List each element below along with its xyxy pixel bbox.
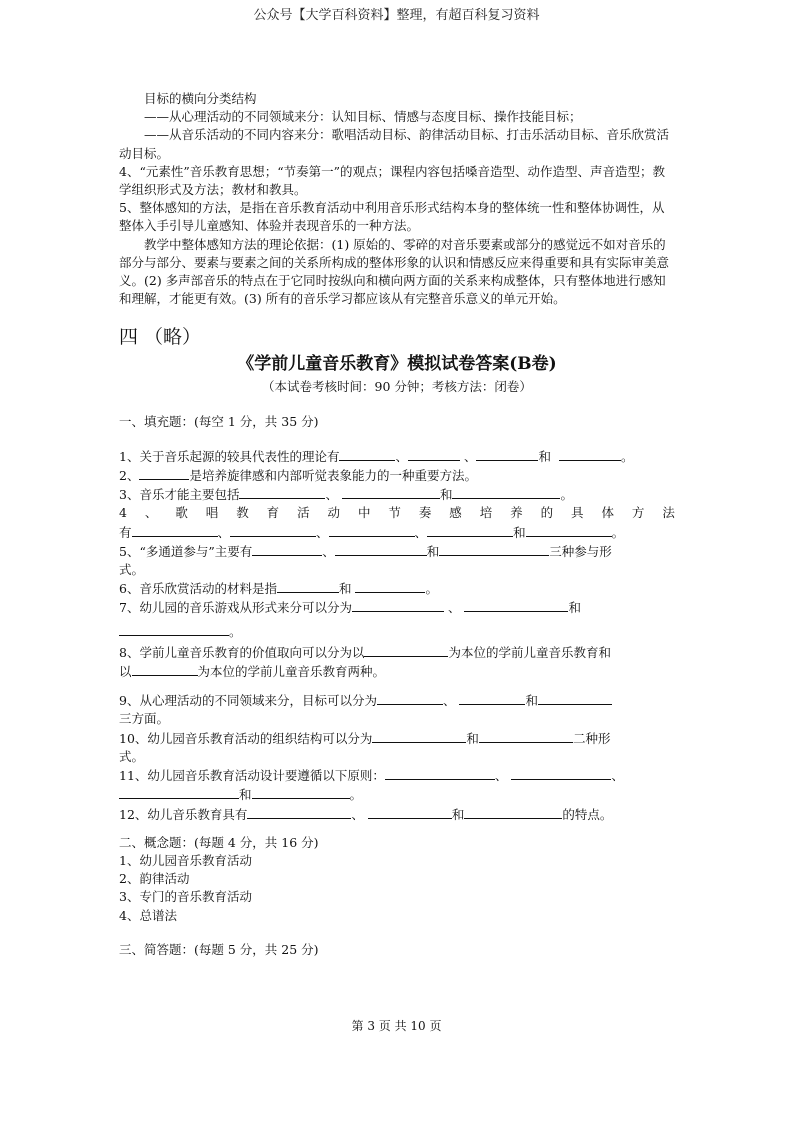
blank[interactable] [139, 466, 189, 480]
concept-item: 1、幼儿园音乐教育活动 [119, 852, 252, 868]
blank[interactable] [385, 766, 495, 780]
theory-paragraph: 教学中整体感知方法的理论依据：(1) 原始的、零碎的对音乐要素或部分的感觉远不如对音乐的部分与部分、要素与要素之间的关系所构成的整体形象的认识和情感反应来得重要和具有实际审美意义。(2) 多声部音乐的特点在于它同时按纵向和横向两方面的关系来构成整体，只有整体地进行感知和理解，才能更有效。(3) 所有的音乐学习都应该从有完整音乐意义的单元开始。 [119, 236, 670, 307]
question-1: 1、关于音乐起源的较具代表性的理论有 、 、 和 。 [119, 448, 634, 464]
question-3: 3、音乐才能主要包括 、 和 。 [119, 487, 573, 503]
blank[interactable] [459, 691, 525, 705]
blank[interactable] [339, 447, 395, 461]
answer-item-5: 5、整体感知的方法，是指在音乐教育活动中利用音乐形式结构本身的整体统一性和整体协调性，从整体入手引导儿童感知、体验并表现音乐的一种方法。 [119, 200, 665, 234]
blank[interactable] [132, 523, 218, 537]
blank[interactable] [464, 805, 562, 819]
blank[interactable] [559, 447, 621, 461]
exam-title: 《学前儿童音乐教育》模拟试卷答案(B卷) [237, 354, 557, 375]
blank[interactable] [342, 485, 440, 499]
answer-item-4: 4、“元素性”音乐教育思想；“节奏第一”的观点；课程内容包括嗓音造型、动作造型、声音造型；教学组织形式及方法；教材和教具。 [119, 163, 666, 198]
structure-line-2: ——从音乐活动的不同内容来分：歌唱活动目标、韵律活动目标、打击乐活动目标、音乐欣赏活动目标。 [119, 127, 670, 161]
concept-item: 2、韵律活动 [119, 871, 190, 887]
page-footer: 第 3 页 共 10 页 [351, 1019, 442, 1033]
blank[interactable] [538, 691, 612, 705]
exam-subtitle: （本试卷考核时间：90 分钟；考核方法：闭卷） [262, 379, 532, 395]
question-5: 5、“多通道参与”主要有 、 和 三种参与形 [119, 543, 612, 559]
question-7-cont: 。 [119, 622, 675, 641]
section-four: 四 （略） [119, 326, 202, 349]
question-9: 9、从心理活动的不同领域来分，目标可以分为 、 和 [119, 691, 675, 710]
blank[interactable] [427, 523, 513, 537]
blank[interactable] [119, 785, 239, 799]
question-2: 2、 是培养旋律感和内部听觉表象能力的一种重要方法。 [119, 468, 477, 484]
structure-title: 目标的横向分类结构 [144, 91, 257, 106]
question-10: 10、幼儿园音乐教育活动的组织结构可以分为 和 二种形 [119, 730, 611, 746]
blank[interactable] [372, 729, 466, 743]
blank[interactable] [132, 662, 198, 676]
blank[interactable] [479, 729, 573, 743]
blank[interactable] [239, 485, 325, 499]
question-4-line-1: 4 、 歌 唱 教 育 活 动 中 节 奏 感 培 养 的 具 体 方 法 [119, 505, 675, 521]
blank[interactable] [335, 542, 427, 556]
blank[interactable] [408, 447, 460, 461]
question-9-cont: 三方面。 [119, 711, 170, 727]
blank[interactable] [119, 622, 229, 636]
question-11-cont: 和 。 [119, 785, 675, 804]
concept-item: 4、总谱法 [119, 907, 177, 923]
part3-heading: 三、简答题：(每题 5 分，共 25 分) [119, 941, 319, 957]
part1-heading: 一、填充题：(每空 1 分，共 35 分) [119, 413, 319, 429]
question-8-cont: 以 为本位的学前儿童音乐教育两种。 [119, 664, 386, 680]
blank[interactable] [355, 579, 425, 593]
question-5-cont: 式。 [119, 562, 145, 578]
blank[interactable] [476, 447, 538, 461]
blank[interactable] [364, 643, 448, 657]
blank[interactable] [252, 785, 350, 799]
part2-heading: 二、概念题：(每题 4 分，共 16 分) [119, 834, 319, 850]
blank[interactable] [464, 598, 568, 612]
structure-line-1: ——从心理活动的不同领域来分：认知目标、情感与态度目标、操作技能目标； [144, 109, 582, 125]
question-12: 12、幼儿音乐教育具有 、 和 的特点。 [119, 806, 613, 822]
blank[interactable] [452, 485, 560, 499]
question-11: 11、幼儿园音乐教育活动设计要遵循以下原则： 、 、 [119, 768, 624, 784]
blank[interactable] [368, 805, 452, 819]
question-8: 8、学前儿童音乐教育的价值取向可以分为以 为本位的学前儿童音乐教育和 [119, 644, 611, 660]
blank[interactable] [439, 542, 549, 556]
blank[interactable] [329, 523, 415, 537]
blank[interactable] [377, 691, 443, 705]
blank[interactable] [526, 523, 612, 537]
blank[interactable] [252, 542, 322, 556]
blank[interactable] [247, 805, 351, 819]
question-10-cont: 式。 [119, 748, 145, 764]
blank[interactable] [511, 766, 611, 780]
question-6: 6、音乐欣赏活动的材料是指 和 。 [119, 581, 438, 597]
blank[interactable] [352, 598, 444, 612]
document-body [119, 90, 675, 959]
concept-item: 3、专门的音乐教育活动 [119, 889, 252, 905]
blank[interactable] [277, 579, 339, 593]
question-7: 7、幼儿园的音乐游戏从形式来分可以分为 、 和 [119, 600, 581, 616]
blank[interactable] [230, 523, 316, 537]
page-header: 公众号【大学百科资料】整理，有超百科复习资料 [253, 8, 540, 23]
question-4-line-2: 有 、 、 、 和 。 [119, 524, 625, 540]
